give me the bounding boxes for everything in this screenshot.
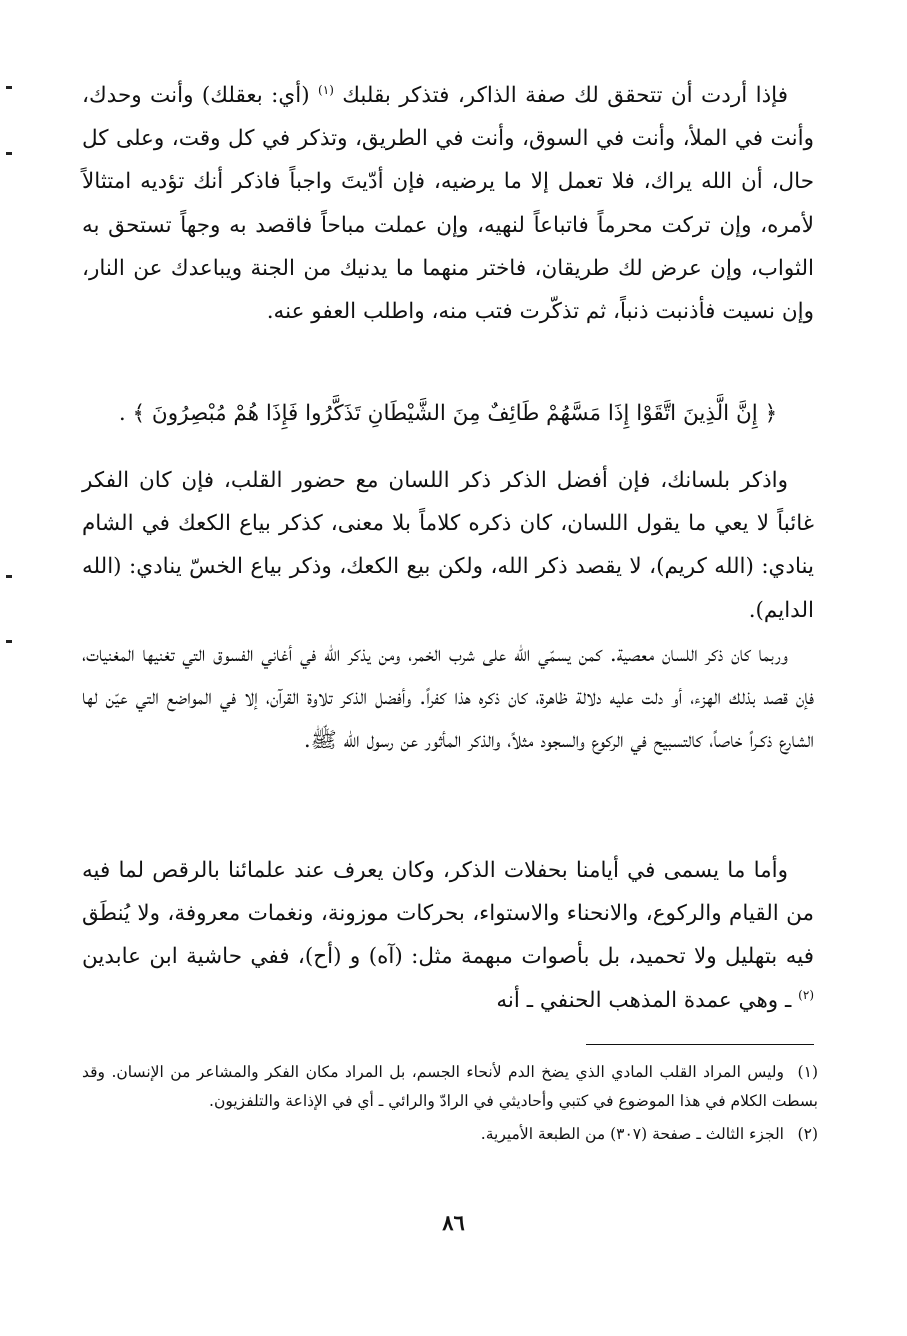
footnote-text: وليس المراد القلب المادي الذي يضخ الدم لأنحاء الجسم، بل المراد مكان الفكر والمشاعر من الإنسان. وقد بسطت الكلام في هذا الموضوع في كتبي وأحاديثي في الرادّ والرائي ـ أي في الإذاعة والتلفزيون. [82, 1063, 818, 1110]
footnote-separator [586, 1044, 814, 1045]
footnote-ref: (٢) [798, 987, 814, 1002]
paragraph-remembrance-as-sin [82, 633, 814, 763]
footnote-ref: (١) [318, 82, 334, 97]
paragraph-text: ـ وهي عمدة المذهب الحنفي ـ أنه [496, 987, 792, 1013]
paragraph-text: فإذا أردت أن تتحقق لك صفة الذاكر، فتذكر بقلبك [342, 83, 788, 108]
paragraph-dhikr-gatherings [82, 849, 814, 1022]
paragraph-text: واذكر بلسانك، فإن أفضل الذكر ذكر اللسان مع حضور القلب، فإن كان الفكر غائباً لا يعي ما يقول اللسان، كان ذكره كلاماً بلا معنى، كذكر بياع الكعك في الشام ينادي: (الله كريم)، لا يقصد ذكر الله، ولكن بيع الكعك، وذكر بياع الخسّ ينادي: (الله الدايم). [82, 468, 814, 623]
paragraph-text: وربما كان ذكر اللسان معصية. كمن يسمّي الله على شرب الخمر، ومن يذكر الله في أغاني الفسوق التي تغنيها المغنيات، فإن قصد بذلك الهزء، أو دلت عليه دلالة ظاهرة، كان ذكره هذا كفراً. وأفضل الذكر تلاوة القرآن، إلا في المواضع التي عيّن لها الشارع ذكـراً خاصاً، كالتسبيح في الركوع والسجود مثلاً، والذكر المأثور عن رسول الله ﷺ. [82, 642, 814, 754]
paragraph-remembrance-with-heart [82, 74, 814, 333]
margin-mark [6, 575, 12, 578]
footnote-text: الجزء الثالث ـ صفحة (٣٠٧) من الطبعة الأميرية. [480, 1125, 784, 1143]
footnote-1 [82, 1058, 818, 1116]
paragraph-text: (أي: بعقلك) وأنت وحدك، وأنت في الملأ، وأنت في السوق، وأنت في الطريق، وتذكر في كل وقت، وعلى كل حال، أن الله يراك، فلا تعمل إلا ما يرضيه، فإن أدّيتَ واجباً فاذكر أنك تؤديه امتثالاً لأمره، وإن تركت محرماً فاتباعاً لنهيه، وإن عملت مباحاً فاقصد به وجهاً تستحق به الثواب، وإن عرض لك طريقان، فاختر منهما ما يدنيك من الجنة ويباعدك عن النار، وإن نسيت فأذنبت ذنباً، ثم تذكّرت فتب منه، واطلب العفو عنه. [82, 83, 814, 325]
paragraph-remembrance-with-tongue [82, 459, 814, 632]
footnote-number: (١) [797, 1063, 818, 1081]
footnote-2 [82, 1120, 818, 1149]
verse-text: ﴿ إِنَّ الَّذِينَ اتَّقَوْا إِذَا مَسَّهُمْ طَائِفٌ مِنَ الشَّيْطَانِ تَذَكَّرُوا فَإِذَا هُمْ مُبْصِرُونَ ﴾ . [118, 401, 778, 426]
margin-mark [6, 640, 12, 643]
margin-mark [6, 152, 12, 155]
paragraph-text: وأما ما يسمى في أيامنا بحفلات الذكر، وكان يعرف عند علمائنا بالرقص لما فيه من القيام والركوع، والانحناء والاستواء، بحركات موزونة، ونغمات معروفة، ولا يُنطَق فيه بتهليل ولا تحميد، بل بأصوات مبهمة مثل: (آه) و (أح)، ففي حاشية ابن عابدين [82, 858, 814, 970]
margin-mark [6, 86, 12, 89]
footnotes [82, 1058, 818, 1153]
quran-verse [82, 392, 814, 435]
page-number: ٨٦ [442, 1210, 465, 1235]
footnote-number: (٢) [797, 1125, 818, 1143]
